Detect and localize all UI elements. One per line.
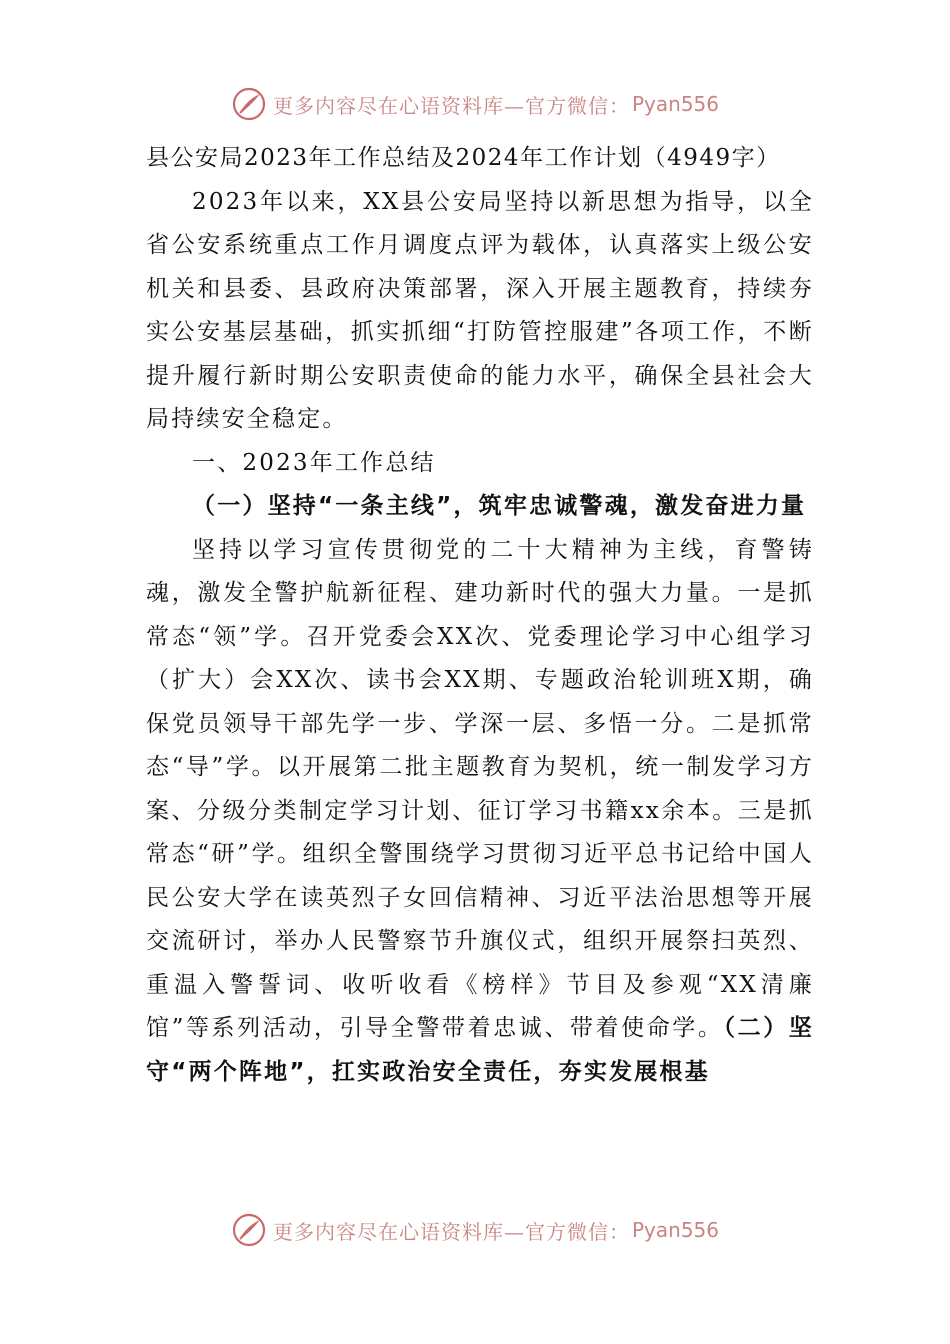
watermark-id: Pyan556 [631, 92, 719, 116]
subsection-heading-2: （二）坚守“两个阵地”，扛实政治安全责任，夯实发展根基 [146, 1015, 814, 1085]
subsection-heading-1: （一）坚持“一条主线”，筑牢忠诚警魂，激发奋进力量 [192, 493, 807, 519]
subsection-body-1: 坚持以学习宣传贯彻党的二十大精神为主线，育警铸魂，激发全警护航新征程、建功新时代的强大力量。一是抓常态“领”学。召开党委会XX次、党委理论学习中心组学习（扩大）会XX次、读书会XX期、专题政治轮训班X期，确保党员领导干部先学一步、学深一层、多悟一分。二是抓常态“导”学。以开展第二批主题教育为契机，统一制发学习方案、分级分类制定学习计划、征订学习书籍xx余本。三是抓常态“研”学。组织全警围绕学习贯彻习近平总书记给中国人民公安大学在读英烈子女回信精神、习近平法治思想等开展交流研讨，举办人民警察节升旗仪式，组织开展祭扫英烈、重温入警誓词、收听收看《榜样》节目及参观“XX清廉馆”等系列活动，引导全警带着忠诚、带着使命学。 [146, 536, 814, 1041]
subsection-paragraph-1 [146, 529, 814, 1095]
watermark-text: 更多内容尽在心语资料库—官方微信： [272, 1219, 630, 1244]
document-body [146, 137, 814, 1094]
quill-logo-icon [231, 1212, 267, 1248]
intro-paragraph: 2023年以来，XX县公安局坚持以新思想为指导，以全省公安系统重点工作月调度点评为载体，认真落实上级公安机关和县委、县政府决策部署，深入开展主题教育，持续夯实公安基层基础，抓实抓细“打防管控服建”各项工作，不断提升履行新时期公安职责使命的能力水平，确保全县社会大局持续安全稳定。 [146, 188, 814, 432]
document-title: 县公安局2023年工作总结及2024年工作计划（4949字） [146, 145, 781, 171]
quill-logo-icon [231, 86, 267, 122]
watermark-text: 更多内容尽在心语资料库—官方微信： [272, 93, 630, 118]
watermark-id: Pyan556 [631, 1218, 719, 1242]
watermark-top [0, 84, 950, 124]
watermark-bottom [0, 1210, 950, 1250]
section-heading: 一、2023年工作总结 [192, 449, 436, 476]
